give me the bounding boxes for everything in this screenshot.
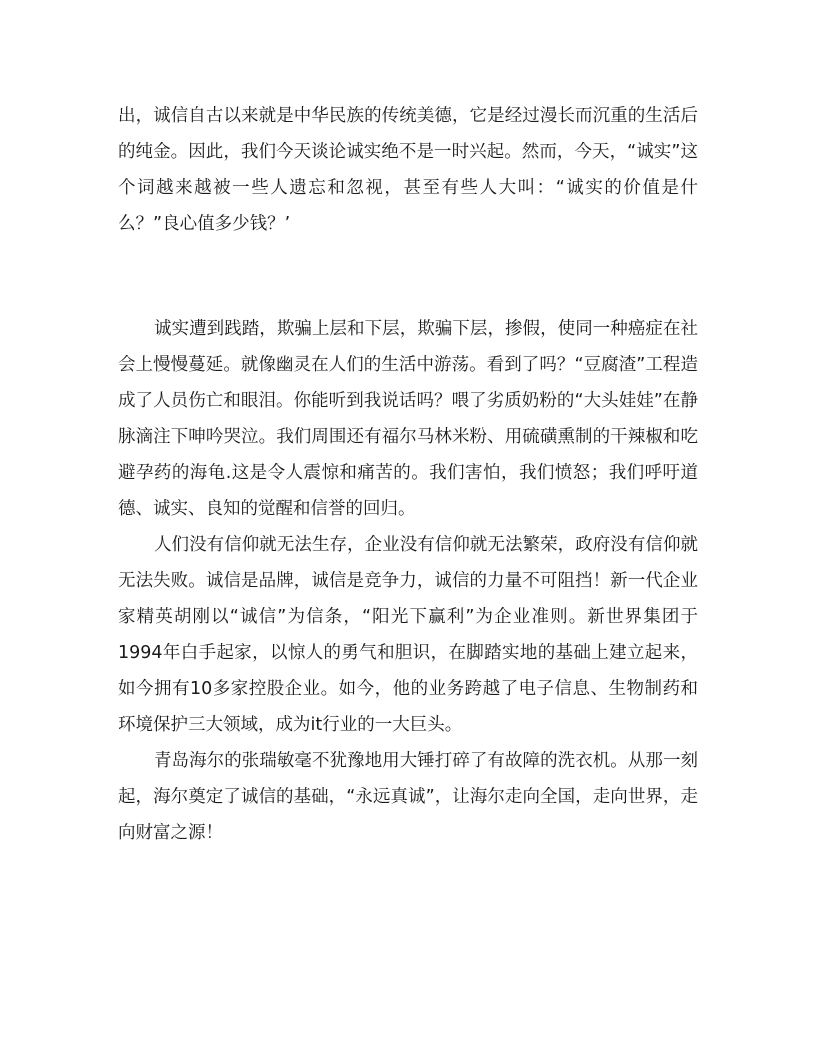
paragraph-haier-example: 青岛海尔的张瑞敏毫不犹豫地用大锤打碎了有故障的洗衣机。从那一刻起，海尔奠定了诚信的基础，“永远真诚”，让海尔走向全国，走向世界，走向财富之源！ (118, 751, 698, 843)
text-block-main (118, 311, 698, 851)
paragraph-honesty-trampled: 诚实遭到践踏，欺骗上层和下层，欺骗下层，掺假，使同一种癌症在社会上慢慢蔓延。就像幽灵在人们的生活中游荡。看到了吗？“豆腐渣”工程造成了人员伤亡和眼泪。你能听到我说话吗？喂了劣质奶粉的“大头娃娃”在静脉滴注下呻吟哭泣。我们周围还有福尔马林米粉、用硫磺熏制的干辣椒和吃避孕药的海龟.这是令人震惊和痛苦的。我们害怕，我们愤怒；我们呼吁道德、诚实、良知的觉醒和信誉的回归。 (118, 319, 698, 519)
paragraph-continuation: 出，诚信自古以来就是中华民族的传统美德，它是经过漫长而沉重的生活后的纯金。因此，我们今天谈论诚实绝不是一时兴起。然而，今天，“诚实”这个词越来越被一些人遗忘和忽视，甚至有些人大叫：“诚实的价值是什么？”良心值多少钱？’ (118, 106, 698, 234)
text-block-top (118, 98, 698, 242)
paragraph-faith-and-enterprise: 人们没有信仰就无法生存，企业没有信仰就无法繁荣，政府没有信仰就无法失败。诚信是品牌，诚信是竞争力，诚信的力量不可阻挡！新一代企业家精英胡刚以“诚信”为信条，“阳光下赢利”为企业准则。新世界集团于1994年白手起家，以惊人的勇气和胆识，在脚踏实地的基础上建立起来，如今拥有10多家控股企业。如今，他的业务跨越了电子信息、生物制药和环境保护三大领域，成为it行业的一大巨头。 (118, 535, 698, 735)
